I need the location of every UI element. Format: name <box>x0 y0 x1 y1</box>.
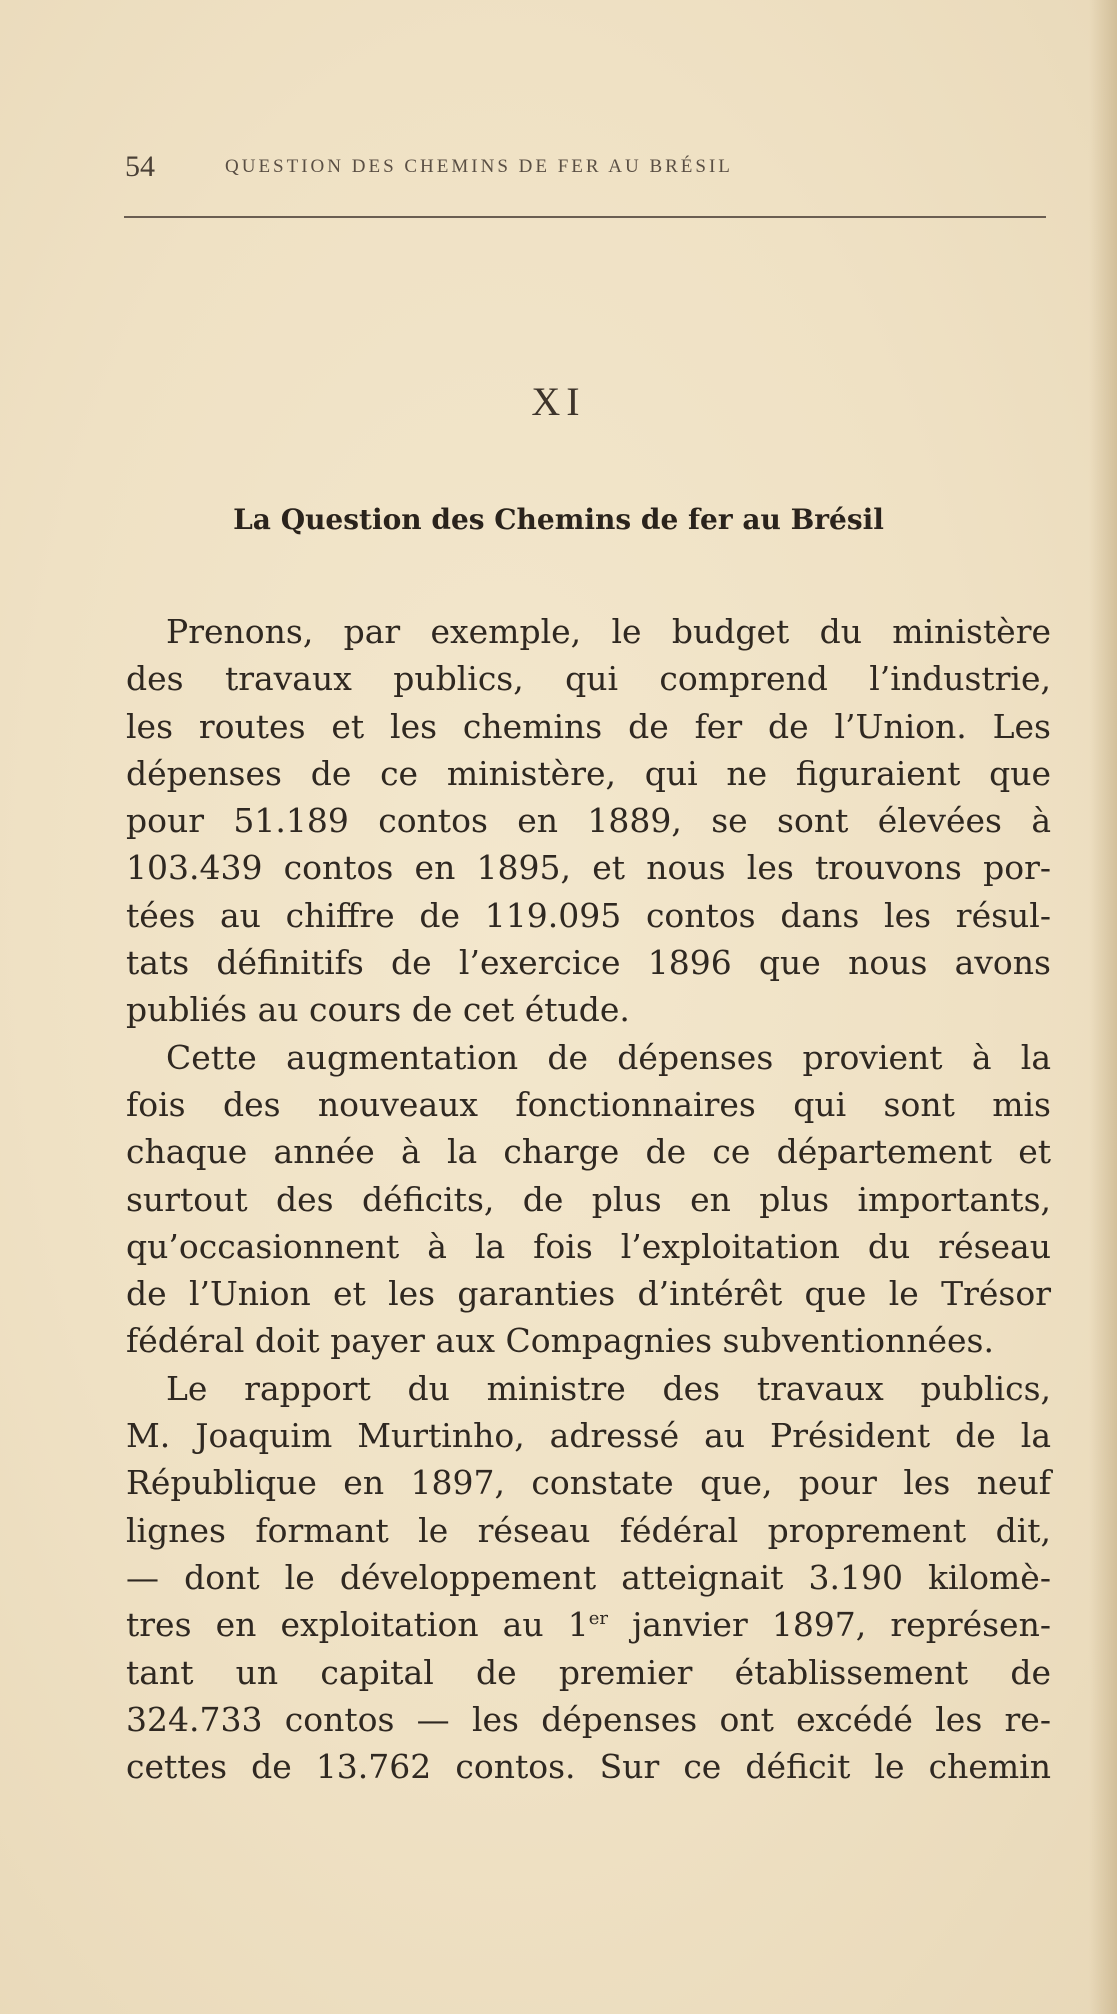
running-head <box>125 150 1055 190</box>
text-line: 324.733 contos — les dépenses ont excédé les re- <box>126 1699 1051 1739</box>
text-line-with-superscript <box>126 1601 1051 1648</box>
text-line: fois des nouveaux fonctionnaires qui sont mis <box>126 1084 1051 1124</box>
text-line: chaque année à la charge de ce département et <box>126 1132 1051 1172</box>
text-line: tats définitifs de l’exercice 1896 que nous avons <box>126 943 1051 983</box>
page-edge-shadow <box>1089 0 1117 2014</box>
text-line: tées au chiffre de 119.095 contos dans les résul- <box>126 895 1051 935</box>
text-line: lignes formant le réseau fédéral proprement dit, <box>126 1510 1051 1550</box>
text-line: Le rapport du ministre des travaux publics, <box>166 1368 1051 1408</box>
text-line: surtout des déficits, de plus en plus importants, <box>126 1179 1051 1219</box>
text-segment: tres en exploitation au 1 <box>126 1605 589 1645</box>
text-line: de l’Union et les garanties d’intérêt que le Trésor <box>126 1274 1051 1314</box>
text-line: des travaux publics, qui comprend l’industrie, <box>126 659 1051 699</box>
text-line: pour 51.189 contos en 1889, se sont élevées à <box>126 801 1051 841</box>
body-text <box>126 608 1051 1790</box>
text-line: M. Joaquim Murtinho, adressé au Président de la <box>126 1416 1051 1456</box>
text-line: — dont le développement atteignait 3.190 kilomè- <box>126 1557 1051 1597</box>
text-line: publiés au cours de cet étude. <box>126 990 630 1030</box>
text-line: qu’occasionnent à la fois l’exploitation du réseau <box>126 1226 1051 1266</box>
running-title: QUESTION DES CHEMINS DE FER AU BRÉSIL <box>225 156 733 177</box>
text-line: les routes et les chemins de fer de l’Union. Les <box>126 706 1051 746</box>
text-segment: janvier 1897, représen- <box>607 1605 1051 1645</box>
text-line: Prenons, par exemple, le budget du ministère <box>166 612 1051 651</box>
chapter-number: XI <box>531 379 586 424</box>
chapter-title: La Question des Chemins de fer au Brésil <box>233 503 884 536</box>
text-line: dépenses de ce ministère, qui ne figuraient que <box>126 753 1051 793</box>
page-number: 54 <box>125 150 155 183</box>
text-line: tant un capital de premier établissement de <box>126 1652 1051 1692</box>
text-line: cettes de 13.762 contos. Sur ce déficit le chemin <box>126 1747 1051 1787</box>
text-line: Cette augmentation de dépenses provient à la <box>166 1037 1051 1077</box>
text-line: fédéral doit payer aux Compagnies subventionnées. <box>126 1321 994 1361</box>
text-line: République en 1897, constate que, pour les neuf <box>126 1463 1051 1503</box>
header-rule <box>124 216 1046 218</box>
text-line: 103.439 contos en 1895, et nous les trouvons por- <box>126 848 1051 888</box>
ordinal-superscript: er <box>588 1608 608 1630</box>
